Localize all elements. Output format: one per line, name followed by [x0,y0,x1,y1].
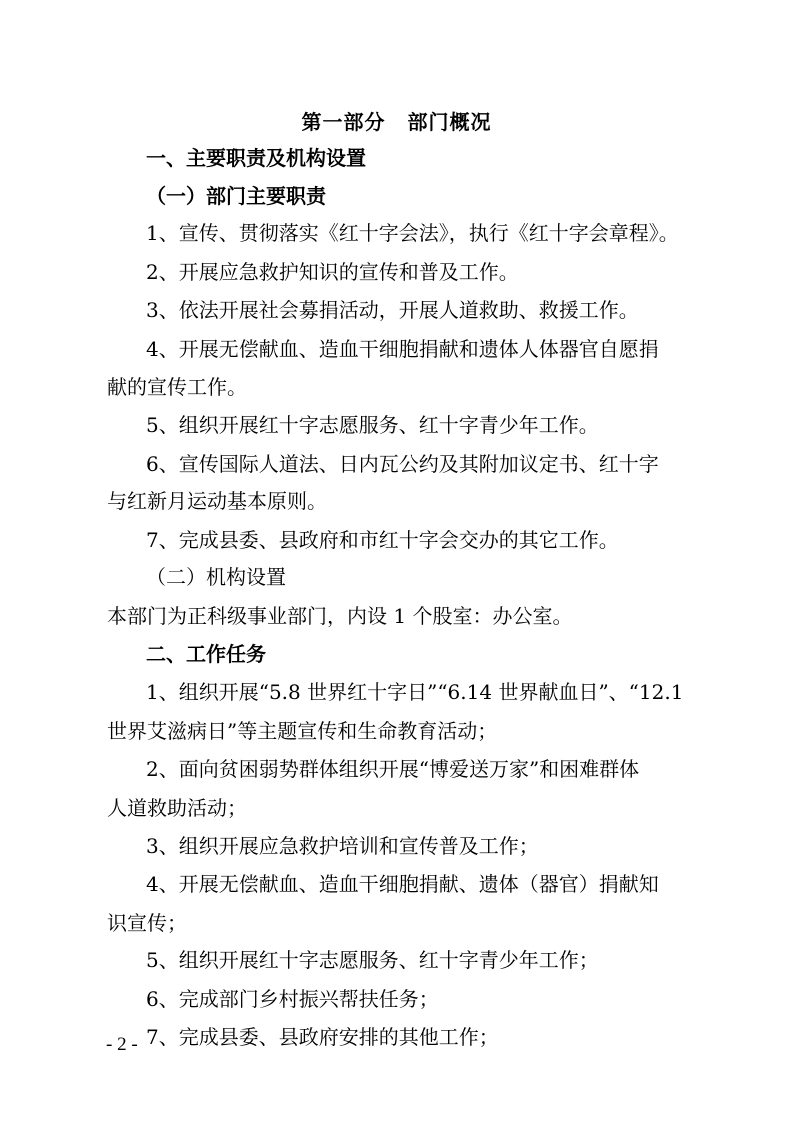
section-heading-1: 一、主要职责及机构设置 [146,146,366,170]
org-text: 本部门为正科级事业部门，内设 1 个股室：办公室。 [107,604,573,628]
duty-line: 7、完成县委、县政府和市红十字会交办的其它工作。 [146,528,619,552]
duty-line: 6、宣传国际人道法、日内瓦公约及其附加议定书、红十字 [146,452,659,476]
duty-line: 3、依法开展社会募捐活动，开展人道救助、救援工作。 [146,298,639,322]
task-line: 人道救助活动； [107,796,247,820]
task-line: 2、面向贫困弱势群体组织开展“博爱送万家”和困难群体 [146,757,640,781]
duty-line: 1、宣传、贯彻落实《红十字会法》，执行《红十字会章程》。 [146,221,679,245]
subsection-heading-org: （二）机构设置 [146,565,286,589]
page-number: - 2 - [106,1034,138,1055]
task-line: 4、开展无偿献血、造血干细胞捐献、遗体（器官）捐献知 [146,872,659,896]
duty-line: 献的宣传工作。 [107,375,247,399]
task-line: 3、组织开展应急救护培训和宣传普及工作； [146,834,539,858]
subsection-heading-duties: （一）部门主要职责 [146,184,326,208]
duty-line: 2、开展应急救护知识的宣传和普及工作。 [146,260,519,284]
title-part-2: 部门概况 [407,110,492,134]
page-title [0,106,793,135]
task-line: 5、组织开展红十字志愿服务、红十字青少年工作； [146,948,599,972]
task-line: 1、组织开展“5.8 世界红十字日”“6.14 世界献血日”、“12.1 [146,680,684,704]
duty-line: 与红新月运动基本原则。 [107,489,327,513]
task-line: 7、完成县委、县政府安排的其他工作； [146,1025,499,1049]
duty-line: 5、组织开展红十字志愿服务、红十字青少年工作。 [146,413,599,437]
duty-line: 4、开展无偿献血、造血干细胞捐献和遗体人体器官自愿捐 [146,337,659,361]
task-line: 识宣传； [107,911,187,935]
task-line: 世界艾滋病日”等主题宣传和生命教育活动； [107,719,498,743]
title-part-1: 第一部分 [301,110,386,134]
section-heading-2: 二、工作任务 [146,642,266,666]
task-line: 6、完成部门乡村振兴帮扶任务； [146,987,439,1011]
